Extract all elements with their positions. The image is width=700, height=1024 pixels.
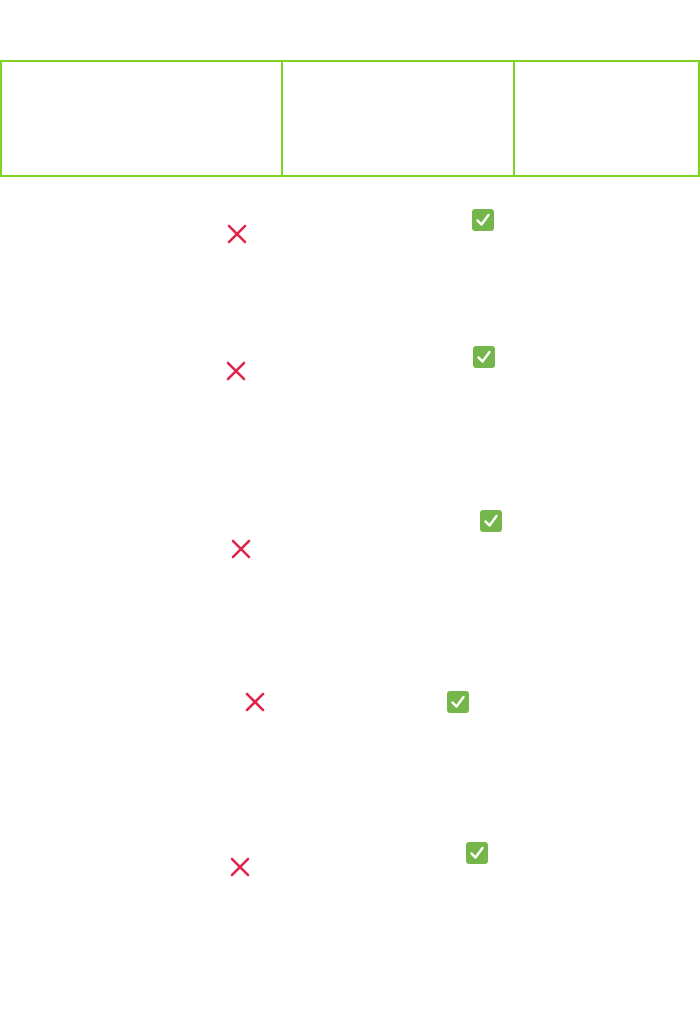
comparison-row (0, 0, 700, 1)
cross-icon (226, 223, 248, 245)
cross-icon (229, 856, 251, 878)
checkbox-checked-icon (473, 346, 495, 368)
header-cell-3 (515, 62, 698, 175)
comparison-header-table (0, 60, 700, 177)
checkbox-checked-icon (466, 842, 488, 864)
checkbox-checked-icon (447, 691, 469, 713)
checkbox-checked-icon (472, 209, 494, 231)
checkbox-checked-icon (480, 510, 502, 532)
header-cell-2 (283, 62, 515, 175)
cross-icon (230, 538, 252, 560)
header-cell-1 (2, 62, 283, 175)
cross-icon (244, 691, 266, 713)
cross-icon (225, 360, 247, 382)
